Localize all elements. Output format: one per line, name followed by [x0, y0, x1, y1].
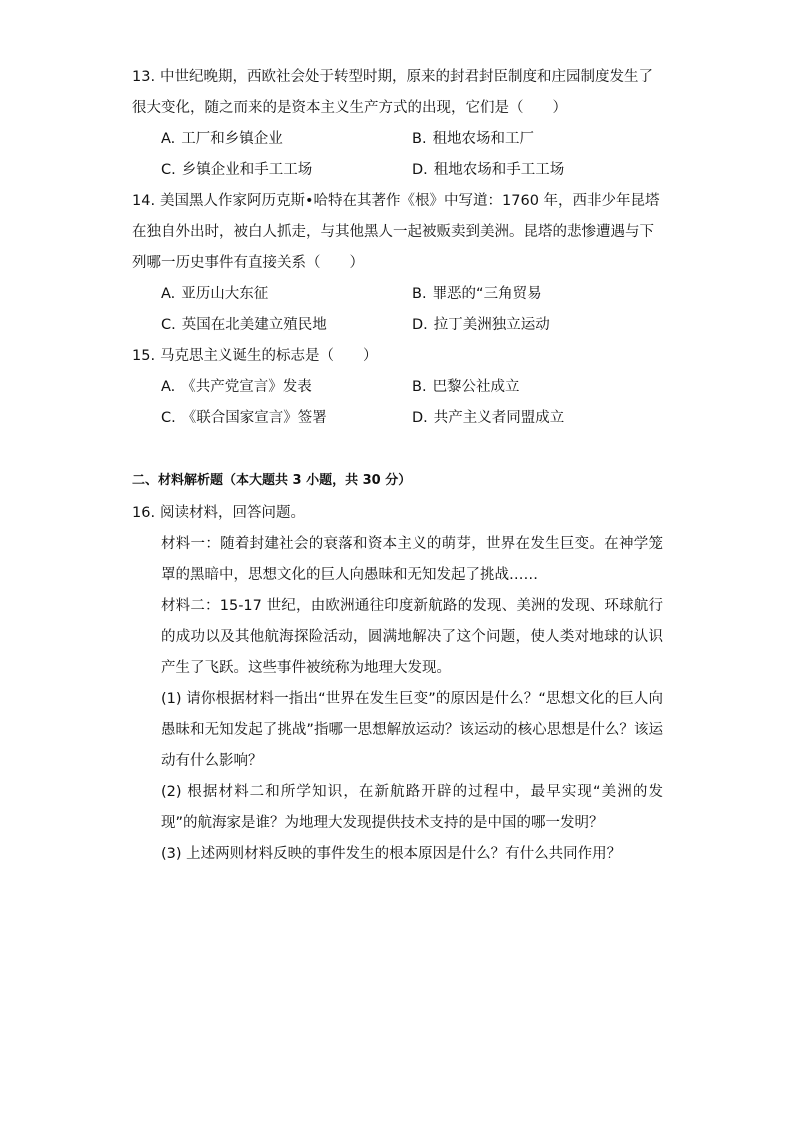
- option-d: D. 共产主义者同盟成立: [412, 410, 565, 426]
- sub-question-3: (3) 上述两则材料反映的事件发生的根本原因是什么？有什么共同作用？: [161, 846, 622, 862]
- sub-question-1: (1) 请你根据材料一指出“世界在发生巨变”的原因是什么？“思想文化的巨人向愚昧和无知发起了挑战”指哪一思想解放运动？该运动的核心思想是什么？该运动有什么影响？: [161, 691, 663, 769]
- question-text: 美国黑人作家阿历克斯•哈特在其著作《根》中写道：1760 年，西非少年昆塔在独自外出时，被白人抓走，与其他黑人一起被贩卖到美洲。昆塔的悲惨遭遇与下列哪一历史事件有直接关系（ ）: [132, 193, 660, 271]
- option-a: A. 亚历山大东征: [161, 286, 269, 302]
- option-a: A. 工厂和乡镇企业: [161, 131, 283, 147]
- option-c: C. 英国在北美建立殖民地: [161, 317, 327, 333]
- question-13-options: [161, 124, 661, 186]
- question-number: 14.: [132, 193, 156, 209]
- section-title: 二、材料解析题（本大题共 3 小题，共 30 分）: [132, 473, 412, 488]
- option-d: D. 拉丁美洲独立运动: [412, 317, 550, 333]
- option-b: B. 租地农场和工厂: [412, 131, 535, 147]
- option-a: A. 《共产党宣言》发表: [161, 379, 312, 395]
- question-number: 13.: [132, 69, 156, 85]
- question-14: [132, 186, 662, 279]
- option-b: B. 罪恶的“三角贸易: [412, 286, 542, 302]
- option-c: C. 乡镇企业和手工工场: [161, 162, 313, 178]
- question-15-options: [161, 372, 661, 434]
- question-14-options: [161, 279, 661, 341]
- question-13: [132, 62, 662, 124]
- question-15: [132, 341, 662, 372]
- question-number: 16.: [132, 505, 156, 521]
- question-text: 中世纪晚期，西欧社会处于转型时期，原来的封君封臣制度和庄园制度发生了很大变化，随之而来的是资本主义生产方式的出现，它们是（ ）: [132, 69, 653, 116]
- question-number: 15.: [132, 348, 156, 364]
- material-1: 材料一：随着封建社会的衰落和资本主义的萌芽，世界在发生巨变。在神学笼罩的黑暗中，思想文化的巨人向愚昧和无知发起了挑战……: [161, 536, 663, 583]
- material-2: 材料二：15-17 世纪，由欧洲通往印度新航路的发现、美洲的发现、环球航行的成功以及其他航海探险活动，圆满地解决了这个问题，使人类对地球的认识产生了飞跃。这些事件被统称为地理大发现。: [161, 598, 663, 676]
- question-text: 马克思主义诞生的标志是（ ）: [160, 348, 378, 364]
- question-16: [132, 498, 662, 529]
- option-b: B. 巴黎公社成立: [412, 379, 520, 395]
- option-c: C. 《联合国家宣言》签署: [161, 410, 327, 426]
- question-prompt: 阅读材料，回答问题。: [160, 505, 305, 521]
- option-d: D. 租地农场和手工工场: [412, 162, 565, 178]
- sub-question-2: (2) 根据材料二和所学知识，在新航路开辟的过程中，最早实现“美洲的发现”的航海家是谁？为地理大发现提供技术支持的是中国的哪一发明？: [161, 784, 663, 831]
